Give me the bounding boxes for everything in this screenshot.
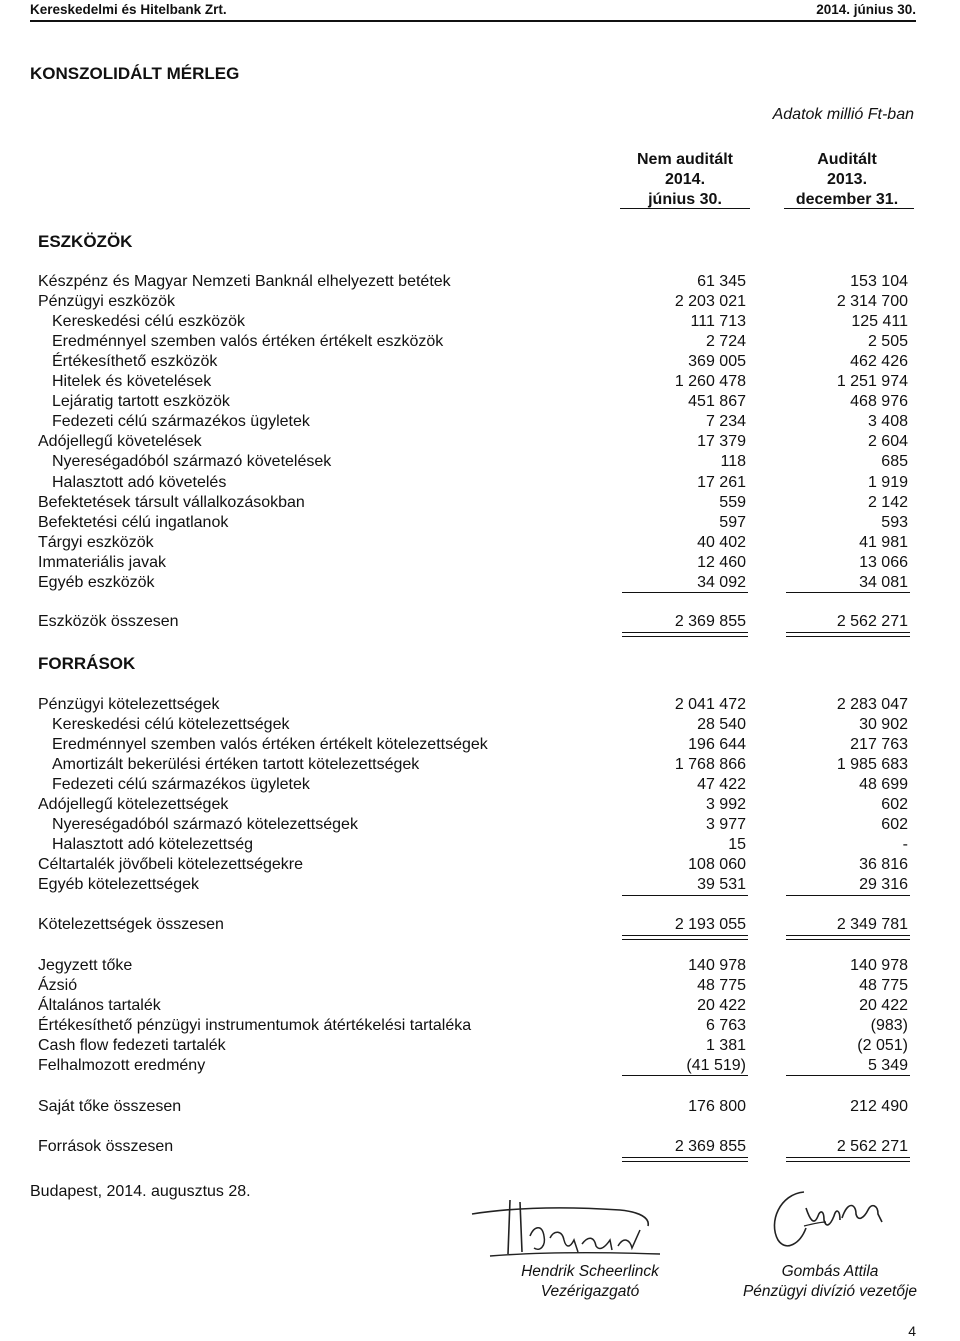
row-value-current: 2 041 472 (674, 696, 746, 713)
row-value-prior: 1 251 974 (836, 373, 908, 390)
row-value-current: 2 193 055 (674, 916, 746, 933)
row-label: Adójellegű követelések (38, 433, 202, 450)
row-label: Általános tartalék (38, 997, 161, 1014)
column-header-line2: 2014. (664, 171, 706, 188)
row-value-current: 6 763 (705, 1017, 746, 1034)
column-header-prior (772, 150, 922, 210)
table-row (0, 1036, 960, 1056)
row-value-prior: 5 349 (867, 1057, 908, 1074)
row-value-current: 3 992 (705, 796, 746, 813)
signatory-title: Vezérigazgató (540, 1283, 640, 1300)
row-value-prior: 30 902 (859, 716, 908, 733)
row-value-prior: 212 490 (850, 1098, 908, 1115)
column-header-line1: Nem auditált (636, 151, 733, 168)
row-value-current: 1 260 478 (674, 373, 746, 390)
row-label: Tárgyi eszközök (38, 534, 154, 551)
row-label: Kötelezettségek összesen (38, 916, 224, 933)
row-value-prior: 2 604 (867, 433, 908, 450)
underline-rule (622, 592, 748, 593)
table-row (0, 835, 960, 855)
table-row (0, 976, 960, 996)
table-row (0, 352, 960, 372)
signature-gombas (760, 1178, 910, 1258)
table-row (0, 292, 960, 312)
row-value-prior: 34 081 (859, 574, 908, 591)
place-date: Budapest, 2014. augusztus 28. (30, 1183, 251, 1200)
row-label: Eredménnyel szemben valós értéken értékelt kötelezettségek (52, 736, 488, 753)
row-value-prior: 140 978 (850, 957, 908, 974)
column-header-line3: június 30. (648, 191, 722, 208)
table-row (0, 695, 960, 715)
table-row (0, 715, 960, 735)
signatory-name: Gombás Attila (781, 1263, 879, 1280)
row-value-current: 1 381 (705, 1037, 746, 1054)
row-label: Lejáratig tartott eszközök (52, 393, 230, 410)
row-label: Készpénz és Magyar Nemzeti Banknál elhelyezett betétek (38, 273, 451, 290)
row-value-prior: 2 142 (867, 494, 908, 511)
table-row (0, 775, 960, 795)
row-value-prior: 1 919 (867, 474, 908, 491)
row-label: Cash flow fedezeti tartalék (38, 1037, 226, 1054)
row-value-prior: 217 763 (850, 736, 908, 753)
row-label: Pénzügyi eszközök (38, 293, 175, 310)
row-label: Egyéb kötelezettségek (38, 876, 199, 893)
table-row (0, 392, 960, 412)
row-value-current: 451 867 (688, 393, 746, 410)
row-value-current: 196 644 (688, 736, 746, 753)
row-value-current: 15 (728, 836, 746, 853)
table-row (0, 553, 960, 573)
double-underline-rule (622, 935, 748, 940)
row-value-current: 118 (720, 453, 746, 470)
double-underline-rule (622, 1157, 748, 1162)
row-value-prior: 48 775 (859, 977, 908, 994)
signatory-2 (730, 1262, 930, 1302)
section-heading-sources: FORRÁSOK (38, 654, 136, 673)
row-value-prior: 3 408 (867, 413, 908, 430)
row-label: Értékesíthető eszközök (52, 353, 218, 370)
table-row (0, 573, 960, 593)
row-value-current: 12 460 (697, 554, 746, 571)
row-value-current: 34 092 (697, 574, 746, 591)
underline-rule (786, 592, 910, 593)
table-row (0, 956, 960, 976)
row-value-current: 597 (719, 514, 746, 531)
unit-note: Adatok millió Ft-ban (772, 106, 914, 123)
column-header-rule (784, 208, 914, 209)
row-label: Értékesíthető pénzügyi instrumentumok átértékelési tartaléka (38, 1017, 472, 1034)
row-label: Halasztott adó követelés (52, 474, 227, 491)
table-row (0, 493, 960, 513)
row-value-prior: 41 981 (859, 534, 908, 551)
column-header-current (610, 150, 760, 210)
table-row (0, 612, 960, 632)
table-row (0, 533, 960, 553)
row-label: Amortizált bekerülési értéken tartott kötelezettségek (52, 756, 420, 773)
row-label: Céltartalék jövőbeli kötelezettségekre (38, 856, 304, 873)
row-value-prior: - (902, 836, 908, 853)
header-rule (30, 20, 916, 22)
table-row (0, 473, 960, 493)
handwritten-signature-icon (760, 1178, 910, 1258)
page-number: 4 (908, 1323, 916, 1339)
page-title: KONSZOLIDÁLT MÉRLEG (30, 64, 240, 83)
table-row (0, 996, 960, 1016)
row-value-prior: 593 (881, 514, 908, 531)
row-label: Fedezeti célú származékos ügyletek (52, 776, 310, 793)
table-row (0, 1016, 960, 1036)
row-value-current: 2 203 021 (674, 293, 746, 310)
signatory-name: Hendrik Scheerlinck (521, 1263, 659, 1280)
table-row (0, 915, 960, 935)
row-value-prior: 20 422 (859, 997, 908, 1014)
signature-scheerlinck (470, 1196, 700, 1266)
table-row (0, 815, 960, 835)
row-value-prior: 153 104 (850, 273, 908, 290)
row-label: Kereskedési célú eszközök (52, 313, 245, 330)
row-value-prior: 125 411 (851, 313, 908, 330)
row-value-current: 47 422 (697, 776, 746, 793)
row-value-current: 140 978 (688, 957, 746, 974)
column-header-line1: Auditált (817, 151, 877, 168)
row-value-prior: 2 349 781 (836, 916, 908, 933)
underline-rule (622, 895, 748, 896)
row-value-prior: (983) (870, 1017, 908, 1034)
row-value-prior: 2 283 047 (836, 696, 908, 713)
row-label: Befektetések társult vállalkozásokban (38, 494, 305, 511)
table-row (0, 1097, 960, 1117)
row-label: Nyereségadóból származó kötelezettségek (52, 816, 358, 833)
table-row (0, 855, 960, 875)
row-value-prior: 29 316 (859, 876, 908, 893)
row-value-current: 39 531 (697, 876, 746, 893)
header-company: Kereskedelmi és Hitelbank Zrt. (30, 2, 227, 17)
row-value-prior: 685 (881, 453, 908, 470)
row-value-prior: 602 (881, 816, 908, 833)
row-label: Adójellegű kötelezettségek (38, 796, 229, 813)
row-value-prior: 2 562 271 (836, 1138, 908, 1155)
row-label: Eredménnyel szemben valós értéken értékelt eszközök (52, 333, 444, 350)
row-value-current: 108 060 (688, 856, 746, 873)
row-value-current: 20 422 (697, 997, 746, 1014)
row-value-current: (41 519) (686, 1057, 746, 1074)
table-row (0, 875, 960, 895)
row-label: Eszközök összesen (38, 613, 179, 630)
row-label: Fedezeti célú származékos ügyletek (52, 413, 310, 430)
header-date: 2014. június 30. (816, 2, 916, 17)
handwritten-signature-icon (470, 1196, 700, 1266)
row-label: Kereskedési célú kötelezettségek (52, 716, 290, 733)
row-label: Nyereségadóból származó követelések (52, 453, 332, 470)
row-value-current: 2 369 855 (674, 613, 746, 630)
row-label: Immateriális javak (38, 554, 167, 571)
row-value-prior: (2 051) (857, 1037, 908, 1054)
underline-rule (622, 1075, 748, 1076)
row-label: Befektetési célú ingatlanok (38, 514, 229, 531)
row-value-prior: 2 562 271 (836, 613, 908, 630)
column-header-rule (620, 208, 750, 209)
row-value-current: 3 977 (705, 816, 746, 833)
row-value-current: 7 234 (705, 413, 746, 430)
row-value-prior: 602 (881, 796, 908, 813)
underline-rule (786, 895, 910, 896)
row-label: Pénzügyi kötelezettségek (38, 696, 220, 713)
table-row (0, 1137, 960, 1157)
row-label: Felhalmozott eredmény (38, 1057, 206, 1074)
table-row (0, 272, 960, 292)
row-label: Halasztott adó kötelezettség (52, 836, 254, 853)
row-value-prior: 468 976 (850, 393, 908, 410)
table-row (0, 312, 960, 332)
row-label: Saját tőke összesen (38, 1098, 182, 1115)
row-value-current: 369 005 (688, 353, 746, 370)
table-row (0, 332, 960, 352)
table-row (0, 452, 960, 472)
table-row (0, 372, 960, 392)
row-value-current: 1 768 866 (674, 756, 746, 773)
section-heading-assets: ESZKÖZÖK (38, 232, 133, 251)
row-value-prior: 2 505 (867, 333, 908, 350)
row-value-current: 2 369 855 (674, 1138, 746, 1155)
row-value-prior: 36 816 (859, 856, 908, 873)
double-underline-rule (786, 1157, 910, 1162)
row-value-prior: 48 699 (859, 776, 908, 793)
row-value-prior: 462 426 (850, 353, 908, 370)
row-value-prior: 2 314 700 (836, 293, 908, 310)
row-label: Ázsió (38, 977, 78, 994)
row-value-current: 111 713 (690, 313, 746, 330)
double-underline-rule (622, 632, 748, 637)
table-row (0, 432, 960, 452)
column-header-line3: december 31. (795, 191, 899, 208)
table-row (0, 513, 960, 533)
signatory-title: Pénzügyi divízió vezetője (742, 1283, 918, 1300)
row-value-prior: 13 066 (859, 554, 908, 571)
row-value-prior: 1 985 683 (836, 756, 908, 773)
double-underline-rule (786, 935, 910, 940)
table-row (0, 755, 960, 775)
table-row (0, 735, 960, 755)
table-row (0, 412, 960, 432)
row-value-current: 28 540 (697, 716, 746, 733)
row-label: Hitelek és követelések (52, 373, 212, 390)
row-value-current: 176 800 (688, 1098, 746, 1115)
row-value-current: 559 (719, 494, 746, 511)
column-header-line2: 2013. (826, 171, 868, 188)
row-value-current: 40 402 (697, 534, 746, 551)
signatory-1 (500, 1262, 680, 1302)
table-row (0, 1056, 960, 1076)
underline-rule (786, 1075, 910, 1076)
table-row (0, 795, 960, 815)
row-label: Egyéb eszközök (38, 574, 155, 591)
row-label: Források összesen (38, 1138, 174, 1155)
row-value-current: 2 724 (705, 333, 746, 350)
row-label: Jegyzett tőke (38, 957, 133, 974)
double-underline-rule (786, 632, 910, 637)
row-value-current: 48 775 (697, 977, 746, 994)
row-value-current: 17 261 (697, 474, 746, 491)
row-value-current: 17 379 (697, 433, 746, 450)
row-value-current: 61 345 (697, 273, 746, 290)
